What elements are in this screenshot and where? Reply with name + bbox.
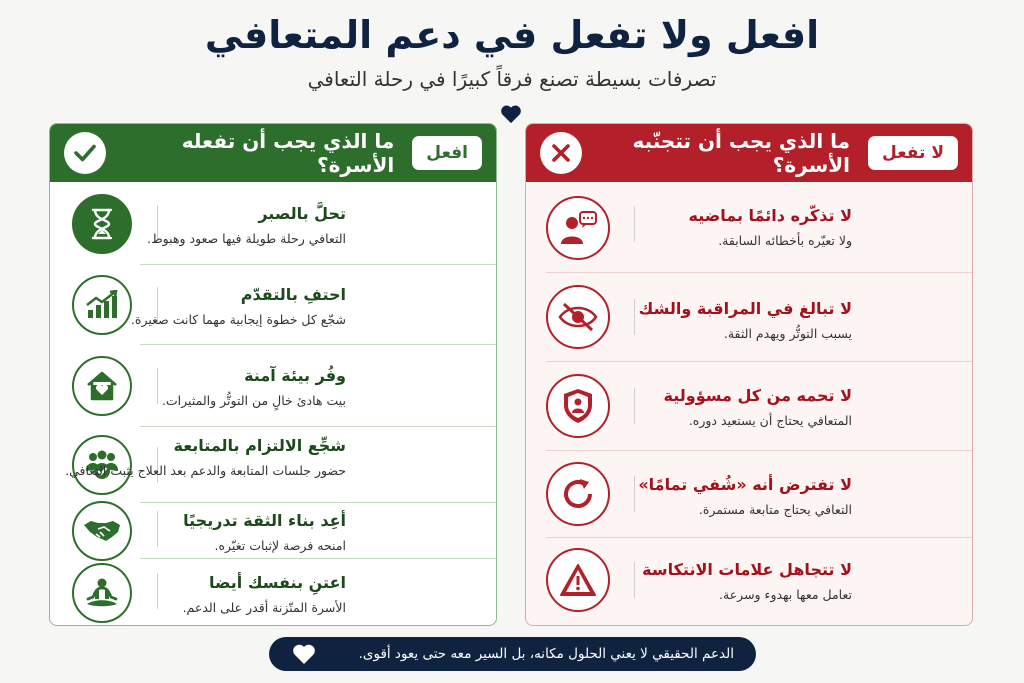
- dont-item-title: لا تتجاهل علامات الانتكاسة: [642, 560, 852, 579]
- do-item: [50, 427, 496, 503]
- do-item-desc: التعافي رحلة طويلة فيها صعود وهبوط.: [147, 231, 346, 246]
- do-item-title: اعتنِ بنفسك أيضا: [209, 573, 346, 592]
- footer-banner: [269, 637, 756, 671]
- do-item: [50, 503, 496, 559]
- heart-icon: [500, 104, 522, 124]
- do-panel: [49, 123, 497, 626]
- dont-item-desc: تعامل معها بهدوء وسرعة.: [719, 587, 852, 602]
- dont-panel-title: ما الذي يجب أن تتجنّبه الأسرة؟: [632, 129, 851, 177]
- do-item-title: شجِّع الالتزام بالمتابعة: [173, 436, 346, 455]
- x-icon: [540, 132, 582, 174]
- do-item-title: تحلَّ بالصبر: [258, 204, 346, 223]
- do-item-desc: امنحه فرصة لإثبات تغيّره.: [214, 538, 346, 553]
- dont-item-title: لا تحمه من كل مسؤولية: [663, 386, 852, 405]
- do-item: [50, 182, 496, 265]
- do-item-desc: الأسرة المتّزنة أقدر على الدعم.: [182, 600, 346, 615]
- dont-panel: [525, 123, 973, 626]
- do-pill: افعل: [412, 136, 482, 170]
- dont-item: [526, 182, 972, 273]
- dont-panel-header: [526, 124, 972, 182]
- do-panel-title: ما الذي يجب أن تفعله الأسرة؟: [181, 129, 395, 177]
- dont-item-title: لا تفترض أنه «شُفي تمامًا»: [638, 475, 852, 494]
- dont-item-title: لا تذكّره دائمًا بماضيه: [688, 206, 852, 225]
- dont-pill: لا تفعل: [868, 136, 958, 170]
- do-item: [50, 265, 496, 345]
- dont-item: [526, 538, 972, 624]
- do-panel-header: [50, 124, 496, 182]
- dont-item-desc: التعافي يحتاج متابعة مستمرة.: [698, 502, 852, 517]
- do-item: [50, 345, 496, 427]
- do-item-title: وفُر بيئة آمنة: [244, 366, 346, 385]
- do-item-title: أعِد بناء الثقة تدريجيًا: [183, 511, 346, 530]
- do-item-title: احتفِ بالتقدّم: [240, 285, 346, 304]
- do-item-desc: حضور جلسات المتابعة والدعم بعد العلاج يثبت التعافي.: [65, 463, 346, 478]
- page-title: افعل ولا تفعل في دعم المتعافي: [204, 13, 820, 57]
- dont-item-desc: المتعافي يحتاج أن يستعيد دوره.: [688, 413, 852, 428]
- dont-item: [526, 362, 972, 451]
- dont-item: [526, 451, 972, 538]
- dont-item-desc: يسبب التوتُّر ويهدم الثقة.: [723, 326, 852, 341]
- dont-item-desc: ولا تعيّره بأخطائه السابقة.: [718, 233, 852, 248]
- page-subtitle: تصرفات بسيطة تصنع فرقاً كبيرًا في رحلة التعافي: [307, 67, 717, 91]
- dont-item-title: لا تبالغ في المراقبة والشك: [638, 299, 852, 318]
- do-item-desc: بيت هادئ خالٍ من التوتُّر والمثيرات.: [161, 393, 346, 408]
- do-item-desc: شجّع كل خطوة إيجابية مهما كانت صغيرة.: [130, 312, 346, 327]
- check-icon: [64, 132, 106, 174]
- dont-item: [526, 273, 972, 362]
- heart-icon: [291, 643, 317, 665]
- do-item: [50, 559, 496, 625]
- footer-text: الدعم الحقيقي لا يعني الحلول مكانه، بل السير معه حتى يعود أقوى.: [358, 646, 734, 662]
